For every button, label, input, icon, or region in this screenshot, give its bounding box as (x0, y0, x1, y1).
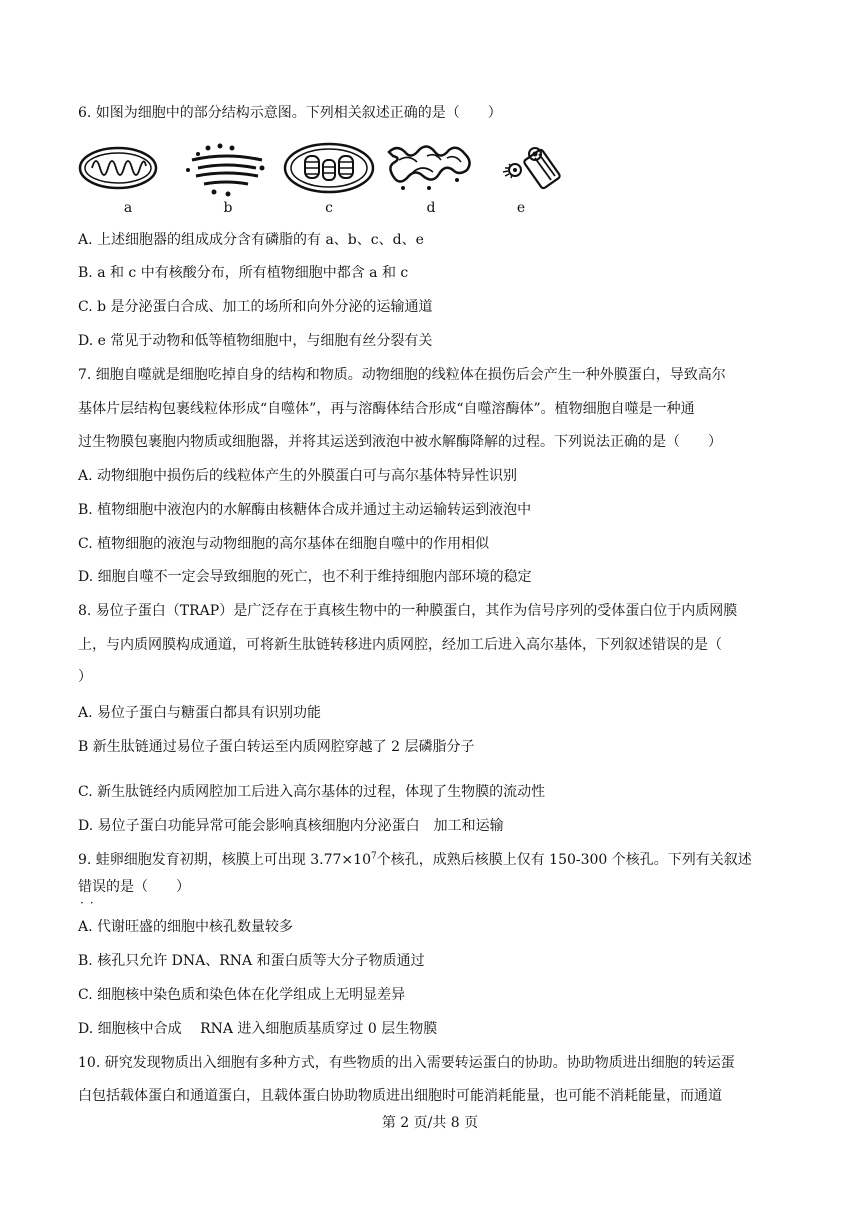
q8-stem-line-3: ） (78, 669, 92, 685)
figure-label-b: b (223, 200, 233, 216)
chloroplast-figure (283, 140, 383, 218)
q8-option-d: D. 易位子蛋白功能异常可能会影响真核细胞内分泌蛋白 加工和运输 (78, 818, 504, 834)
q7-option-c: C. 植物细胞的液泡与动物细胞的高尔基体在细胞自噬中的作用相似 (78, 536, 490, 552)
page-footer: 第 2 页/共 8 页 (381, 1115, 479, 1131)
q8-option-c: C. 新生肽链经内质网腔加工后进入高尔基体的过程，体现了生物膜的流动性 (78, 784, 546, 800)
emphasis-dots: ·· (80, 896, 100, 910)
q10-stem-line-1: 10. 研究发现物质出入细胞有多种方式，有些物质的出入需要转运蛋白的协助。协助物质进出细胞的转运蛋 (78, 1055, 735, 1071)
q9-option-b: B. 核孔只允许 DNA、RNA 和蛋白质等大分子物质通过 (78, 953, 425, 969)
q6-stem: 6. 如图为细胞中的部分结构示意图。下列相关叙述正确的是（ ） (78, 105, 502, 121)
figure-label-e: e (516, 200, 526, 216)
figure-label-a: a (123, 200, 133, 216)
q7-option-b: B. 植物细胞中液泡内的水解酶由核糖体合成并通过主动运输转运到液泡中 (78, 502, 532, 518)
golgi-figure (178, 140, 278, 218)
q8-option-a: A. 易位子蛋白与糖蛋白都具有识别功能 (78, 705, 322, 721)
q6-option-c: C. b 是分泌蛋白合成、加工的场所和向外分泌的运输通道 (78, 299, 433, 315)
q9-option-c: C. 细胞核中染色质和染色体在化学组成上无明显差异 (78, 987, 406, 1003)
q9-option-d: D. 细胞核中合成 RNA 进入细胞质基质穿过 0 层生物膜 (78, 1021, 438, 1037)
mitochondrion-figure (78, 140, 178, 218)
q6-option-a: A. 上述细胞器的组成成分含有磷脂的有 a、b、c、d、e (78, 232, 424, 248)
q9-option-a: A. 代谢旺盛的细胞中核孔数量较多 (78, 919, 294, 935)
centrosome-figure (493, 140, 593, 218)
q7-option-d: D. 细胞自噬不一定会导致细胞的死亡，也不利于维持细胞内部环境的稳定 (78, 569, 532, 585)
q6-option-b: B. a 和 c 中有核酸分布，所有植物细胞中都含 a 和 c (78, 265, 409, 281)
q9-stem-part-1: 9. 蛙卵细胞发育初期，核膜上可出现 3.77×10 (78, 852, 371, 868)
q6-option-d: D. e 常见于动物和低等植物细胞中，与细胞有丝分裂有关 (78, 333, 433, 349)
q8-stem-line-1: 8. 易位子蛋白（TRAP）是广泛存在于真核生物中的一种膜蛋白，其作为信号序列的受体蛋白位于内质网膜 (78, 603, 738, 619)
organelle-figure (78, 140, 588, 218)
q7-option-a: A. 动物细胞中损伤后的线粒体产生的外膜蛋白可与高尔基体特异性识别 (78, 468, 518, 484)
q8-option-b: B 新生肽链通过易位子蛋白转运至内质网腔穿越了 2 层磷脂分子 (78, 739, 475, 755)
endoplasmic-reticulum-figure (383, 140, 483, 218)
q8-stem-line-2: 上，与内质网膜构成通道，可将新生肽链转移进内质网腔，经加工后进入高尔基体，下列叙述错误的是（ (78, 637, 722, 653)
q9-stem-line-2: 错误的是（ ） (78, 879, 190, 895)
q9-stem-part-2: 个核孔，成熟后核膜上仅有 150-300 个核孔。下列有关叙述 (376, 852, 752, 868)
figure-label-d: d (426, 200, 436, 216)
q7-stem-line-1: 7. 细胞自噬就是细胞吃掉自身的结构和物质。动物细胞的线粒体在损伤后会产生一种外膜蛋白，导致高尔 (78, 367, 726, 383)
figure-label-c: c (325, 200, 333, 216)
q9-stem-line-1 (78, 851, 788, 869)
q9-exponent: 7 (370, 851, 377, 862)
q7-stem-line-2: 基体片层结构包裹线粒体形成“自噬体”，再与溶酶体结合形成“自噬溶酶体”。植物细胞自噬是一种通 (78, 401, 695, 417)
q7-stem-line-3: 过生物膜包裹胞内物质或细胞器，并将其运送到液泡中被水解酶降解的过程。下列说法正确的是（ ） (78, 434, 722, 450)
q10-stem-line-2: 白包括载体蛋白和通道蛋白，且载体蛋白协助物质进出细胞时可能消耗能量，也可能不消耗能量，而通道 (78, 1088, 722, 1104)
